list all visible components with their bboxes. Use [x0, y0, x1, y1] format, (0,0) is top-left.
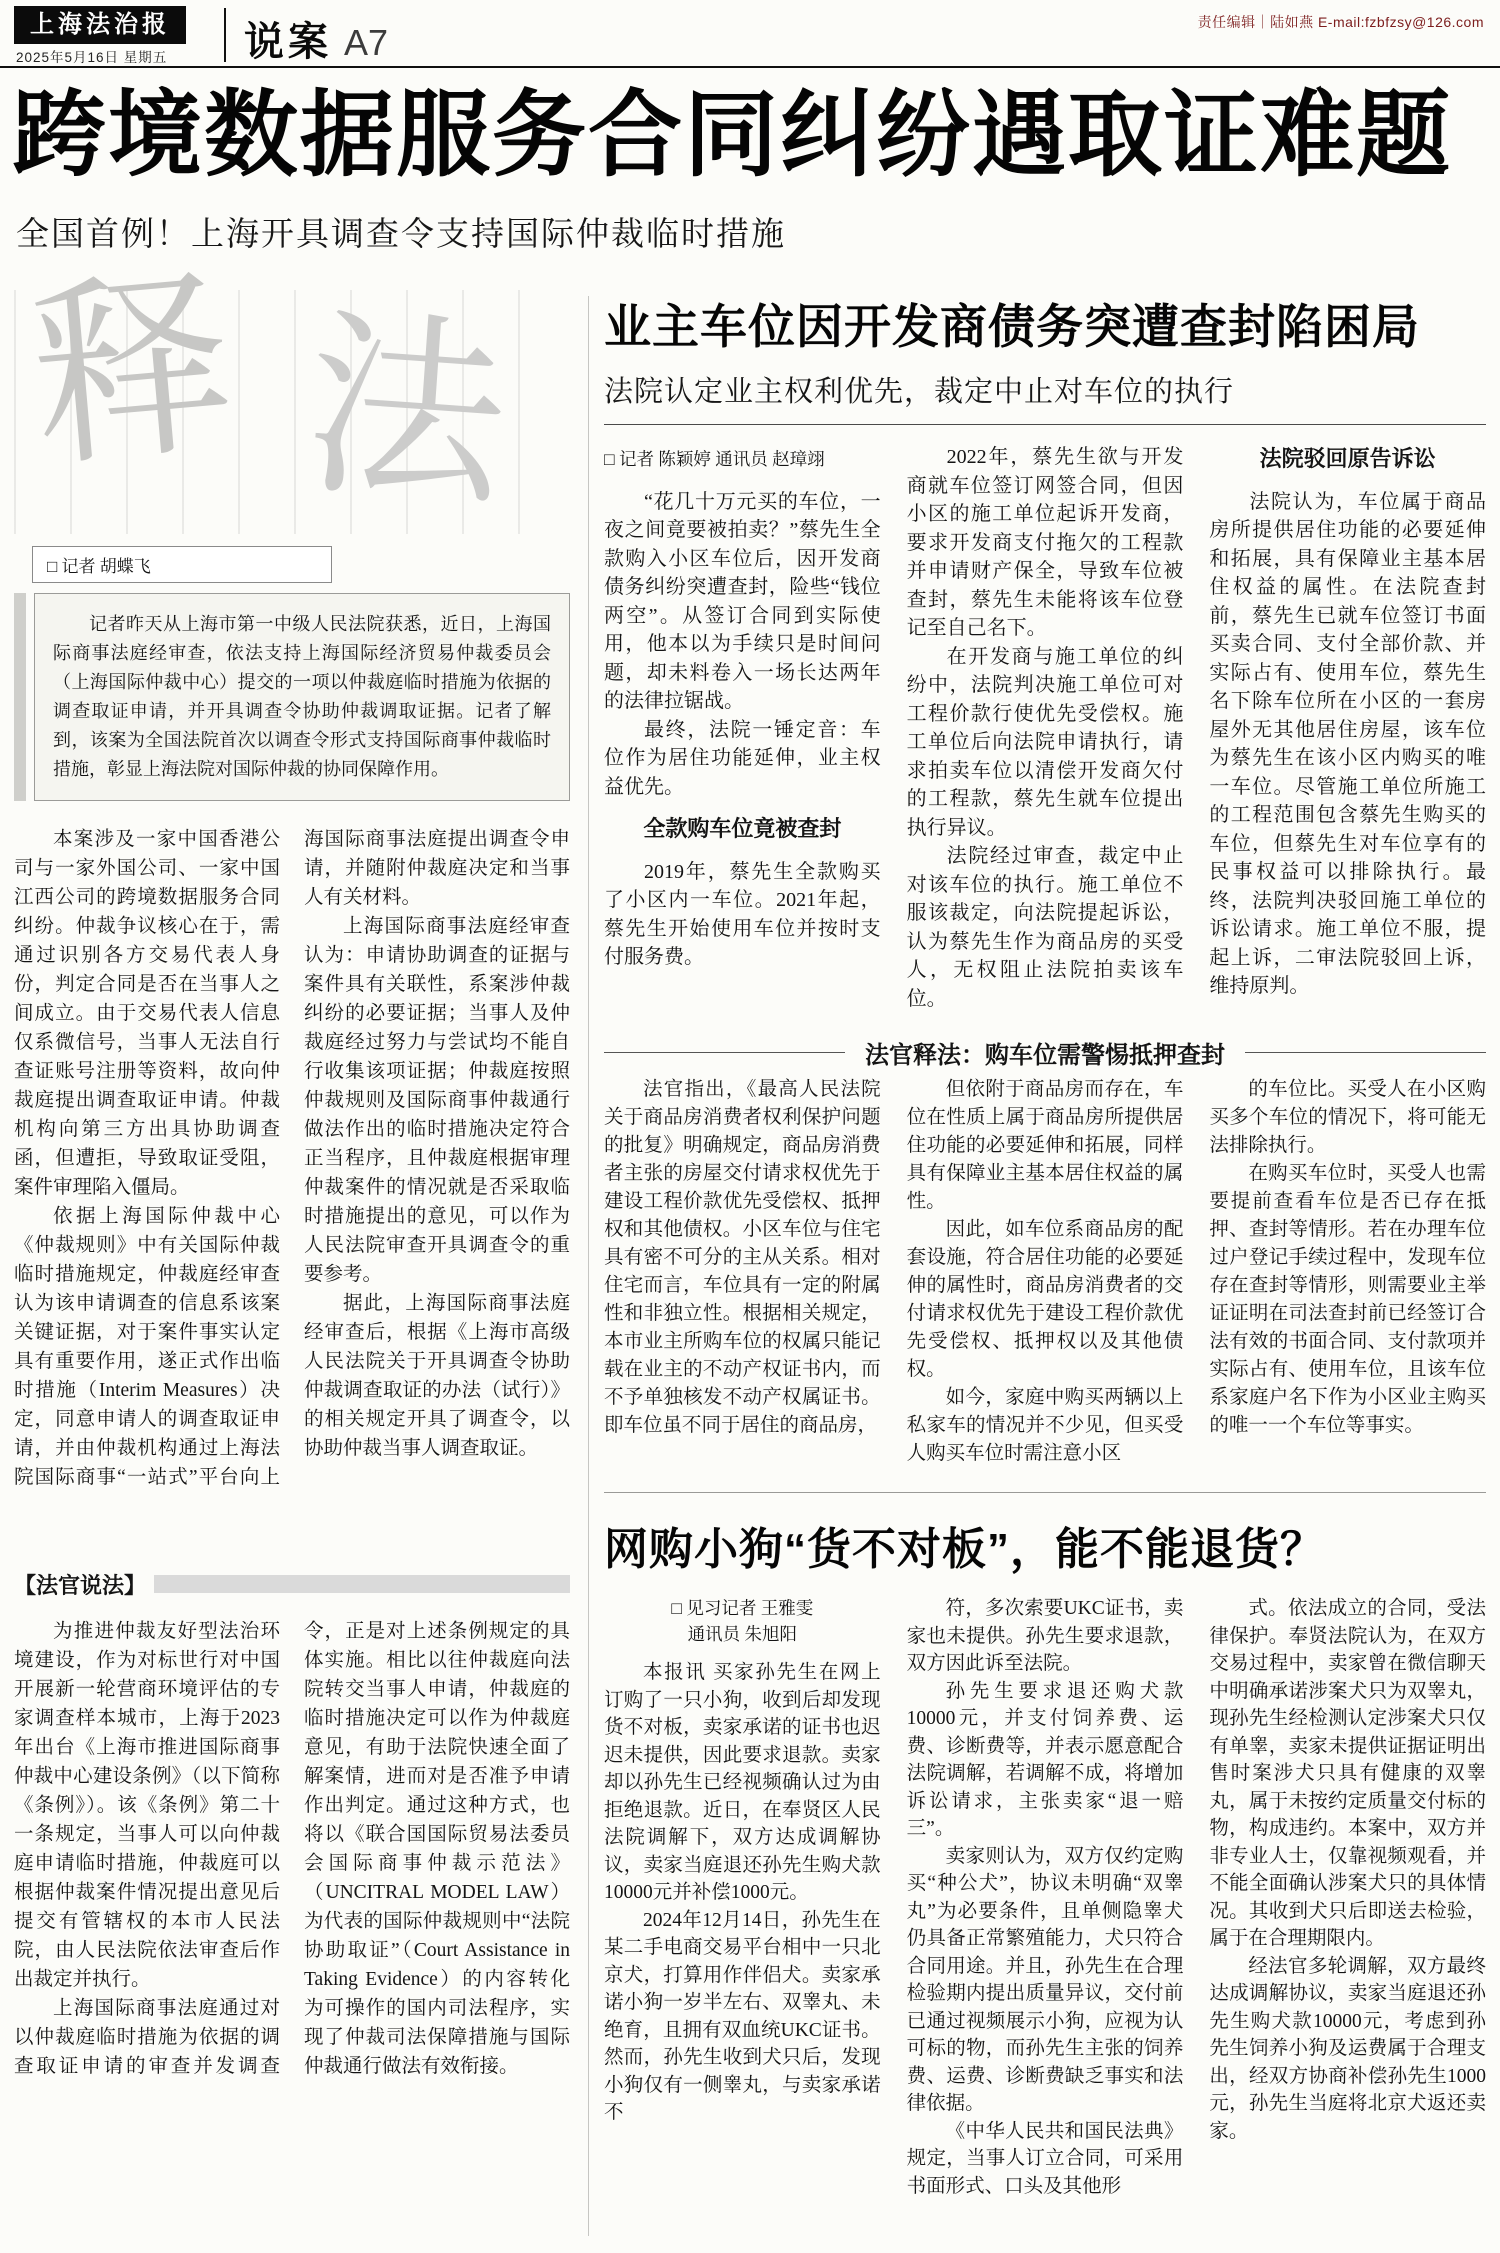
paragraph: 本案涉及一家中国香港公司与一家外国公司、一家中国江西公司的跨境数据服务合同纠纷。仲裁争议核心在于，需通过识别各方交易代表人身份，判定合同是否在当事人之间成立。由于交易代表人信息仅系微信号，当事人无法自行查证账号注册等资料，故向仲裁庭提出调查取证申请。仲裁机构向第三方出具协助调查函，但遭拒，导致取证受阻，案件审理陷入僵局。: [14, 829, 280, 1198]
lead-paragraph: 记者昨天从上海市第一中级人民法院获悉，近日，上海国际商事法庭经审查，依法支持上海国际经济贸易仲裁委员会（上海国际仲裁中心）提交的一项以仲裁庭临时措施为依据的调查取证申请，并开具调查令协助仲裁调取证据。记者了解到，该案为全国法院首次以调查令形式支持国际商事仲裁临时措施，彰显上海法院对国际仲裁的协同保障作用。: [53, 614, 551, 779]
header-divider: [224, 8, 226, 62]
paragraph: 2019年，蔡先生全款购买了小区内一车位。2021年起，蔡先生开始使用车位并按时支付服务费。: [604, 860, 881, 968]
right-column: [604, 290, 1486, 2200]
paragraph: 经法官多轮调解，双方最终达成调解协议，卖家当庭退还孙先生购犬款10000元，考虑到孙先生饲养小狗及运费属于合理支出，经双方协商补偿孙先生1000元，孙先生当庭将北京犬返还卖家。: [1209, 1955, 1487, 2142]
lead-body-columns: [14, 825, 570, 1551]
story2-crosshead-2: 法院驳回原告诉讼: [1259, 446, 1436, 471]
story3-headline: 网购小狗“货不对板”，能不能退货？: [604, 1525, 1325, 1574]
calligraphy-artwork: [14, 246, 570, 535]
judge-explains-body: [604, 1076, 1486, 1468]
paragraph: 但依附于商品房而存在，车位在性质上属于商品房所提供居住功能的必要延伸和拓展，同样具有保障业主基本居住权益的属性。: [906, 1079, 1184, 1212]
story3-column-3: [1209, 1595, 1486, 2200]
left-column: [14, 246, 570, 2137]
section-name: 说案: [244, 20, 332, 64]
rule-right: [1245, 1052, 1486, 1053]
lead-accent-bar: [14, 593, 26, 801]
story3-col1-text: [604, 1659, 881, 2127]
paragraph: “花几十万元买的车位，一夜之间竟要被拍卖？”蔡先生全款购入小区车位后，因开发商债务纠纷突遭查封，险些“钱位两空”。从签订合同到实际使用，他本以为手续只是时间问题，却未料卷入一场长达两年的法律拉锯战。: [604, 490, 881, 712]
story2-body: [604, 443, 1486, 1013]
story2-col2-text: [907, 443, 1184, 1013]
paragraph: 式。依法成立的合同，受法律保护。奉贤法院认为，在双方交易过程中，卖家曾在微信聊天中明确承诺涉案犬只为双睾丸，现孙先生经检测认定涉案犬只仅有单睾，卖家未提供证据证明出售时案涉犬只具有健康的双睾丸，属于未按约定质量交付标的物，构成违约。本案中，双方并非专业人士，仅靠视频观看，并不能全面确认涉案犬只的具体情况。其收到犬只后即送去检验，属于在合理期限内。: [1209, 1598, 1487, 1949]
page-number: A7: [344, 22, 389, 63]
lead-paragraph-wrap: [14, 593, 570, 801]
paragraph: 最终，法院一锤定音：车位作为居住功能延伸，业主权益优先。: [604, 718, 881, 798]
story2-col1-bottom: [604, 858, 881, 972]
paragraph: 2024年12月14日，孙先生在某二手电商交易平台相中一只北京犬，打算用作伴侣犬。卖家承诺小狗一岁半左右、双睾丸、未绝育，且拥有双血统UKC证书。然而，孙先生收到犬只后，发现小狗仅有一侧睾丸，与卖家承诺不: [604, 1909, 881, 2123]
judge-says-header: [14, 1567, 570, 1601]
story2-crosshead-1: 全款购车位竟被查封: [643, 816, 842, 841]
paragraph: 据此，上海国际商事法庭经审查后，根据《上海市高级人民法院关于开具调查令协助仲裁调查取证的办法（试行）》的相关规定开具了调查令，以协助仲裁当事人调查取证。: [304, 1293, 570, 1459]
newspaper-logo: 上海法治报: [14, 6, 186, 44]
paragraph: 在购买车位时，买受人也需要提前查看车位是否已存在抵押、查封等情形。若在办理车位过户登记手续过程中，发现车位存在查封等情形，则需要业主举证证明在司法查封前已经签订合法有效的书面合同、支付款项并实际占有、使用车位，且该车位系家庭户名下作为小区业主购买的唯一一个车位等事实。: [1209, 1163, 1487, 1436]
paragraph: 孙先生要求退还购犬款10000元，并支付饲养费、运费、诊断费等，并表示愿意配合法院调解，若调解不成，将增加诉讼请求，主张卖家“退一赔三”。: [906, 1680, 1184, 1839]
story3-byline-line1: □ 见习记者 王雅雯: [671, 1598, 814, 1618]
story3-block: [604, 1492, 1486, 2200]
paragraph: 法院经过审查，裁定中止对该车位的执行。施工单位不服该裁定，向法院提起诉讼，认为蔡先生作为商品房的买受人，无权阻止法院拍卖该车位。: [906, 845, 1184, 1010]
judge-explains-column-2: [907, 1076, 1184, 1468]
story2-rule: [604, 424, 1486, 425]
paragraph: 如今，家庭中购买两辆以上私家车的情况并不少见，但买受人购买车位时需注意小区: [906, 1387, 1184, 1464]
paragraph: 法官指出，《最高人民法院关于商品房消费者权利保护问题的批复》明确规定，商品房消费者主张的房屋交付请求权优先于建设工程价款优先受偿权、抵押权和其他债权。小区车位与住宅具有密不可分的主从关系。相对住宅而言，车位具有一定的附属性和非独立性。根据相关规定，本市业主所购车位的权属只能记载在业主的不动产权证书内，而不予单独核发不动产权属证书。即车位虽不同于居住的商品房，: [604, 1079, 881, 1436]
story3-body: [604, 1595, 1486, 2200]
story2-column-2: [907, 443, 1184, 1013]
story2-col1-top: [604, 488, 881, 802]
paragraph: 本报讯 买家孙先生在网上订购了一只小狗，收到后却发现货不对板，卖家承诺的证书也迟迟未提供，因此要求退款。卖家却以孙先生已经视频确认过为由拒绝退款。近日，在奉贤区人民法院调解下，双方达成调解协议，卖家当庭退还孙先生购犬款10000元并补偿1000元。: [604, 1662, 881, 1903]
story2-col3-text: [1209, 488, 1486, 1001]
lead-byline: □ 记者 胡蝶飞: [32, 546, 332, 583]
paragraph: 符，多次索要UKC证书，卖家也未提供。孙先生要求退款，双方因此诉至法院。: [906, 1598, 1184, 1674]
lead-headline: 跨境数据服务合同纠纷遇取证难题: [12, 82, 1453, 187]
paragraph: 《中华人民共和国民法典》规定，当事人订立合同，可采用书面形式、口头及其他形: [906, 2120, 1184, 2197]
paragraph: 上海国际商事法庭通过对以仲裁庭临时措施为依据的调查取证申请的审查并发调查令，正是对上述条例规定的具体实施。相比以往仲裁庭向法院转交当事人申请，仲裁庭的临时措施决定可以作为仲裁庭意见，有助于法院快速全面了解案情，进而对是否准予申请作出判定。通过这种方式，也将以《联合国国际贸易法委员会国际商事仲裁示范法》（UNCITRAL MODEL LAW）为代表的国际仲裁规则中“法院协助取证”（Court Assistance in Taking Evidence）的内容转化为可操作的国内司法程序，实现了仲裁司法保障措施与国际仲裁通行做法有效衔接。: [14, 1621, 570, 2077]
story2-byline: □ 记者 陈颖婷 通讯员 赵璋翊: [604, 449, 825, 469]
paragraph: 2022年，蔡先生欲与开发商就车位签订网签合同，但因小区的施工单位起诉开发商，要求开发商支付拖欠的工程款并申请财产保全，导致车位被查封，蔡先生未能将该车位登记至自己名下。: [906, 446, 1184, 639]
story3-column-2: [907, 1595, 1184, 2200]
judge-explains-column-1: [604, 1076, 881, 1468]
story2-column-1: [604, 443, 881, 1013]
column-divider: [588, 296, 589, 2236]
judge-explains-header: [604, 1035, 1486, 1070]
judge-says-bar: [154, 1575, 570, 1593]
story3-byline-line2: 通讯员 朱旭阳: [687, 1624, 798, 1644]
section-title: [244, 10, 388, 67]
paragraph: 在开发商与施工单位的纠纷中，法院判决施工单位可对工程价款行使优先受偿权。施工单位后向法院申请执行，请求拍卖车位以清偿开发商欠付的工程款，蔡先生就车位提出执行异议。: [906, 645, 1184, 839]
story2-headline: 业主车位因开发商债务突遭查封陷困局: [604, 300, 1420, 353]
paragraph: 上海国际商事法庭经审查认为：申请协助调查的证据与案件具有关联性，系案涉仲裁纠纷的必要证据；当事人及仲裁庭经过努力与尝试均不能自行收集该项证据；仲裁庭按照仲裁规则及国际商事仲裁通行做法作出的临时措施决定符合正当程序，且仲裁庭根据审理仲裁案件的情况就是否采取临时措施提出的意见，可以作为人民法院审查开具调查令的重要参考。: [304, 916, 570, 1285]
rule-left: [604, 1052, 845, 1053]
judge-explains-title: 法官释法：购车位需警惕抵押查封: [865, 1042, 1225, 1069]
paragraph: 因此，如车位系商品房的配套设施，符合居住功能的必要延伸的属性时，商品房消费者的交付请求权优先于建设工程价款优先受偿权、抵押权以及其他债权。: [906, 1219, 1184, 1380]
paragraph: 为推进仲裁友好型法治环境建设，作为对标世行对中国开展新一轮营商环境评估的专家调查样本城市，上海于2023年出台《上海市推进国际商事仲裁中心建设条例》（以下简称《条例》）。该《条例》第二十一条规定，当事人可以向仲裁庭申请临时措施，仲裁庭可以根据仲裁案件情况提出意见后提交有管辖权的本市人民法院，由人民法院依法审查后作出裁定并执行。: [14, 1621, 280, 1990]
paragraph: 的车位比。买受人在小区购买多个车位的情况下，将可能无法排除执行。: [1209, 1079, 1487, 1156]
judge-says-columns: [14, 1617, 570, 2137]
publication-date: 2025年5月16日 星期五: [16, 50, 168, 65]
paragraph: 法院认为，车位属于商品房所提供居住功能的必要延伸和拓展，具有保障业主基本居住权益的属性。在法院查封前，蔡先生已就车位签订书面买卖合同、支付全部价款、并实际占有、使用车位，蔡先生名下除车位所在小区的一套房屋外无其他居住房屋，该车位为蔡先生在该小区内购买的唯一车位。尽管施工单位所施工的工程范围包含蔡先生购买的车位，但蔡先生对车位享有的民事权益可以排除执行。最终，法院判决驳回施工单位的诉讼请求。施工单位不服，提起上诉，二审法院驳回上诉，维持原判。: [1209, 490, 1487, 997]
calligraphy-char-shi: 释: [22, 246, 242, 497]
paragraph: 依据上海国际仲裁中心《仲裁规则》中有关国际仲裁临时措施规定，仲裁庭经审查认为该申请调查的信息系该案关键证据，对于案件事实认定具有重要作用，遂正式作出临时措施（Interim Measures）决定，同意申请人的调查取证申请，并由仲裁机构通过上海法院国际商事“一站式”平台向上海国际商事法庭提出调查令申请，并随附仲裁庭决定和当事人有关材料。: [14, 829, 570, 1488]
paragraph: 卖家则认为，双方仅约定购买“种公犬”，协议未明确“双睾丸”为必要条件，且单侧隐睾犬仍具备正常繁殖能力，犬只符合合同用途。并且，孙先生在合理检验期内提出质量异议，交付前已通过视频展示小狗，应视为认可标的物，而孙先生主张的饲养费、运费、诊断费缺乏事实和法律依据。: [906, 1845, 1184, 2114]
header-rule: [0, 66, 1500, 68]
story3-byline: [604, 1595, 881, 1647]
lead-subheadline: 全国首例！上海开具调查令支持国际仲裁临时措施: [16, 215, 786, 252]
judge-says-title: 【法官说法】: [14, 1572, 147, 1598]
editor-info: 责任编辑｜陆如燕 E-mail:fzbfzsy@126.com: [1197, 14, 1484, 30]
calligraphy-char-fa: 法: [298, 288, 514, 535]
story2-subheadline: 法院认定业主权利优先，裁定中止对车位的执行: [604, 376, 1235, 408]
story3-column-1: [604, 1595, 881, 2200]
story2-column-3: [1209, 443, 1486, 1013]
lead-paragraph-box: [34, 593, 570, 801]
judge-explains-column-3: [1209, 1076, 1486, 1468]
